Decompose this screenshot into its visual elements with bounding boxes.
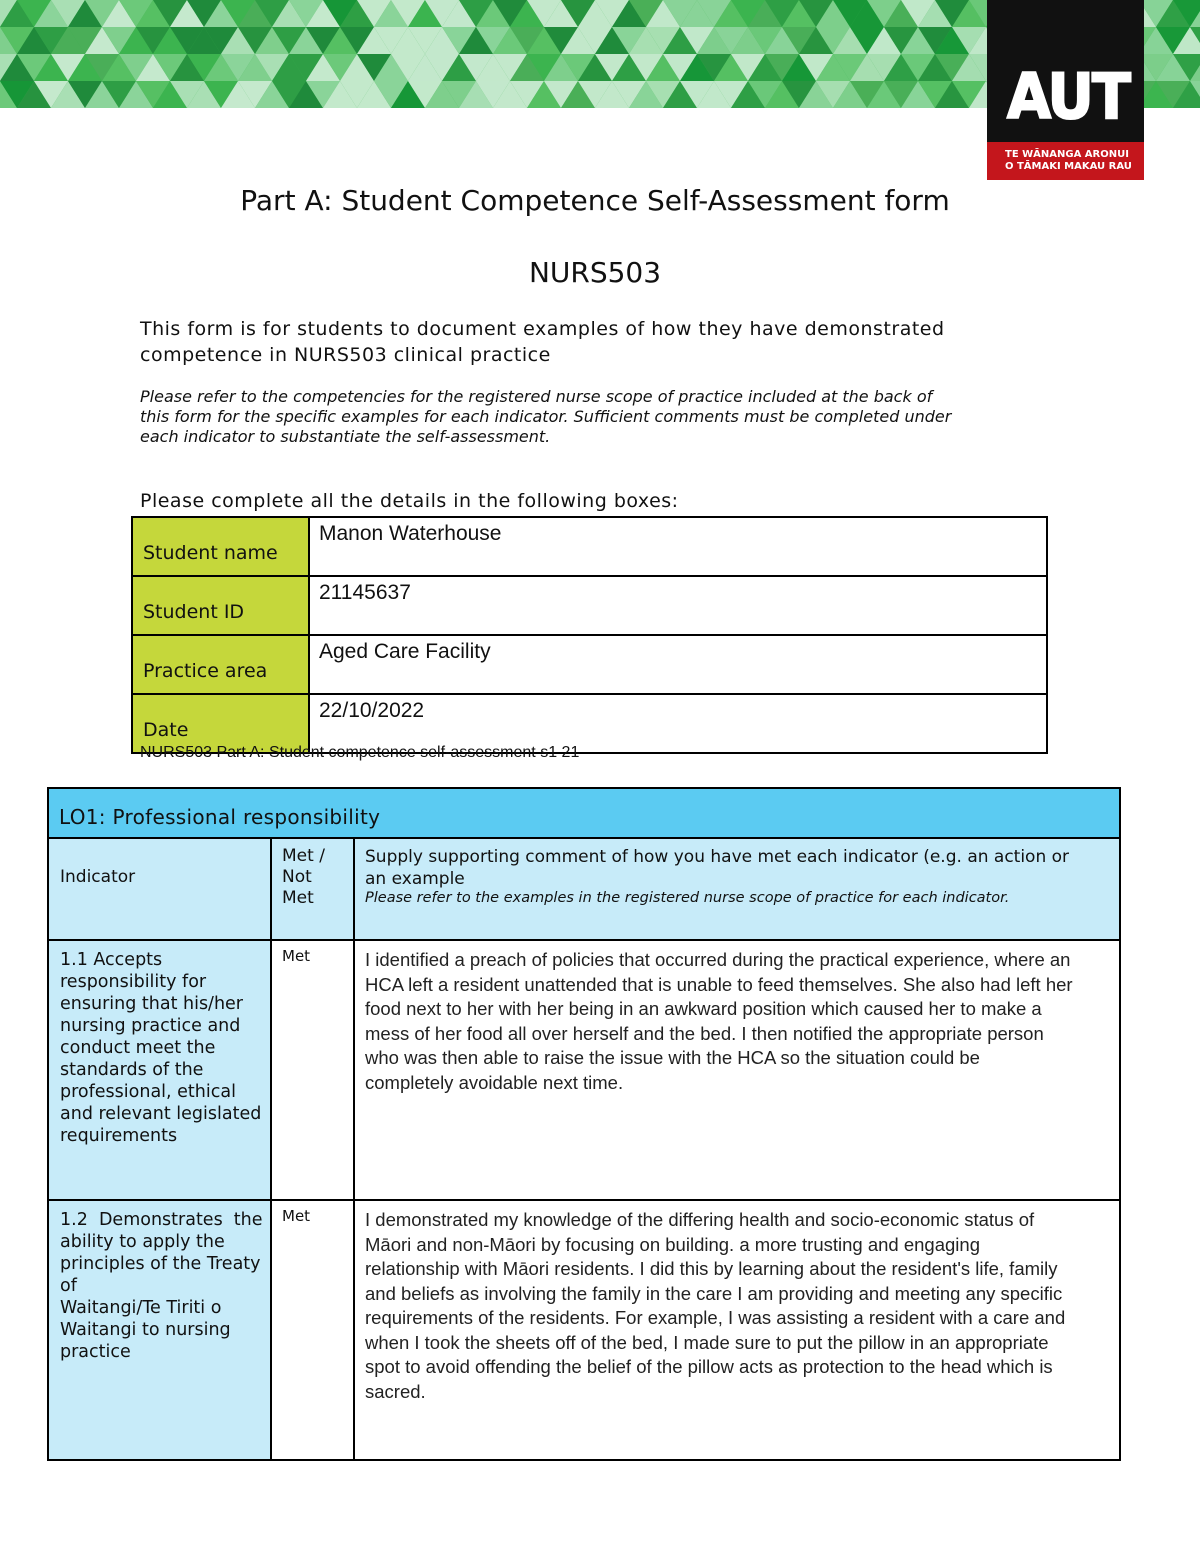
field-date[interactable]: 22/10/2022: [309, 694, 1047, 753]
indicator-1-1: 1.1 Accepts responsibility for ensuring that his/her nursing practice and conduct meet the standards of the professional, ethical and relevant legislated requirements: [48, 940, 271, 1200]
met-status-1-1[interactable]: Met: [271, 940, 354, 1200]
field-student-id[interactable]: 21145637: [309, 576, 1047, 635]
details-row-name: [132, 517, 1047, 576]
column-header-comment: Supply supporting comment of how you have met each indicator (e.g. an action or an example Please refer to the examples in the registered nurse scope of practice for each indicator.: [354, 838, 1120, 940]
column-header-indicator: Indicator: [48, 838, 271, 940]
logo-text: AUT: [1007, 60, 1130, 133]
label-date: Date: [132, 694, 309, 753]
details-row-area: [132, 635, 1047, 694]
aut-logo: [987, 0, 1144, 180]
label-practice-area: Practice area: [132, 635, 309, 694]
logo-subtitle: TE WĀNANGA ARONUI O TĀMAKI MAKAU RAU: [987, 142, 1144, 180]
column-header-met: Met / Not Met: [271, 838, 354, 940]
comment-1-2[interactable]: I demonstrated my knowledge of the differing health and socio-economic status of Māori and non-Māori by focusing on building. a more trusting and engaging relationship with Māori residents. I did this by learning about the resident's life, family and beliefs as involving the family in the care I am providing and meeting any specific requirements of the residents. For example, I was assisting a resident with a care and when I took the sheets off of the bed, I made sure to put the pillow in an appropriate spot to avoid offending the belief of the pillow acts as protection to the head which is sacred.: [354, 1200, 1120, 1460]
page-title: Part A: Student Competence Self-Assessment form: [240, 184, 950, 217]
label-student-name: Student name: [132, 517, 309, 576]
lo1-heading: LO1: Professional responsibility: [48, 788, 1120, 838]
field-practice-area[interactable]: Aged Care Facility: [309, 635, 1047, 694]
intro-text: This form is for students to document examples of how they have demonstrated competence in NURS503 clinical practice: [140, 318, 945, 366]
met-status-1-2[interactable]: Met: [271, 1200, 354, 1460]
details-table: [131, 516, 1048, 754]
lo1-table: [47, 787, 1121, 1461]
form-footer: NURS503 Part A: Student competence self-assessment s1 21: [140, 744, 580, 761]
details-prompt: Please complete all the details in the following boxes:: [140, 490, 679, 512]
details-row-id: [132, 576, 1047, 635]
indicator-1-2: 1.2 Demonstrates the ability to apply the principles of the Treaty of Waitangi/Te Tiriti o Waitangi to nursing practice: [48, 1200, 271, 1460]
label-student-id: Student ID: [132, 576, 309, 635]
table-row: [48, 1200, 1120, 1460]
comment-1-1[interactable]: I identified a preach of policies that occurred during the practical experience, where an HCA left a resident unattended that is unable to feed themselves. She also had left her food next to her with her being in an awkward position which caused her to make a mess of her food all over herself and the bed. I then notified the appropriate person who was then able to raise the issue with the HCA so the situation could be completely avoidable next time.: [354, 940, 1120, 1200]
table-row: [48, 940, 1120, 1200]
instruction-note: Please refer to the competencies for the registered nurse scope of practice included at the back of this form for the specific examples for each indicator. Sufficient comments must be completed under each indicator to substantiate the self-assessment.: [140, 387, 952, 446]
field-student-name[interactable]: Manon Waterhouse: [309, 517, 1047, 576]
course-code: NURS503: [528, 256, 662, 289]
